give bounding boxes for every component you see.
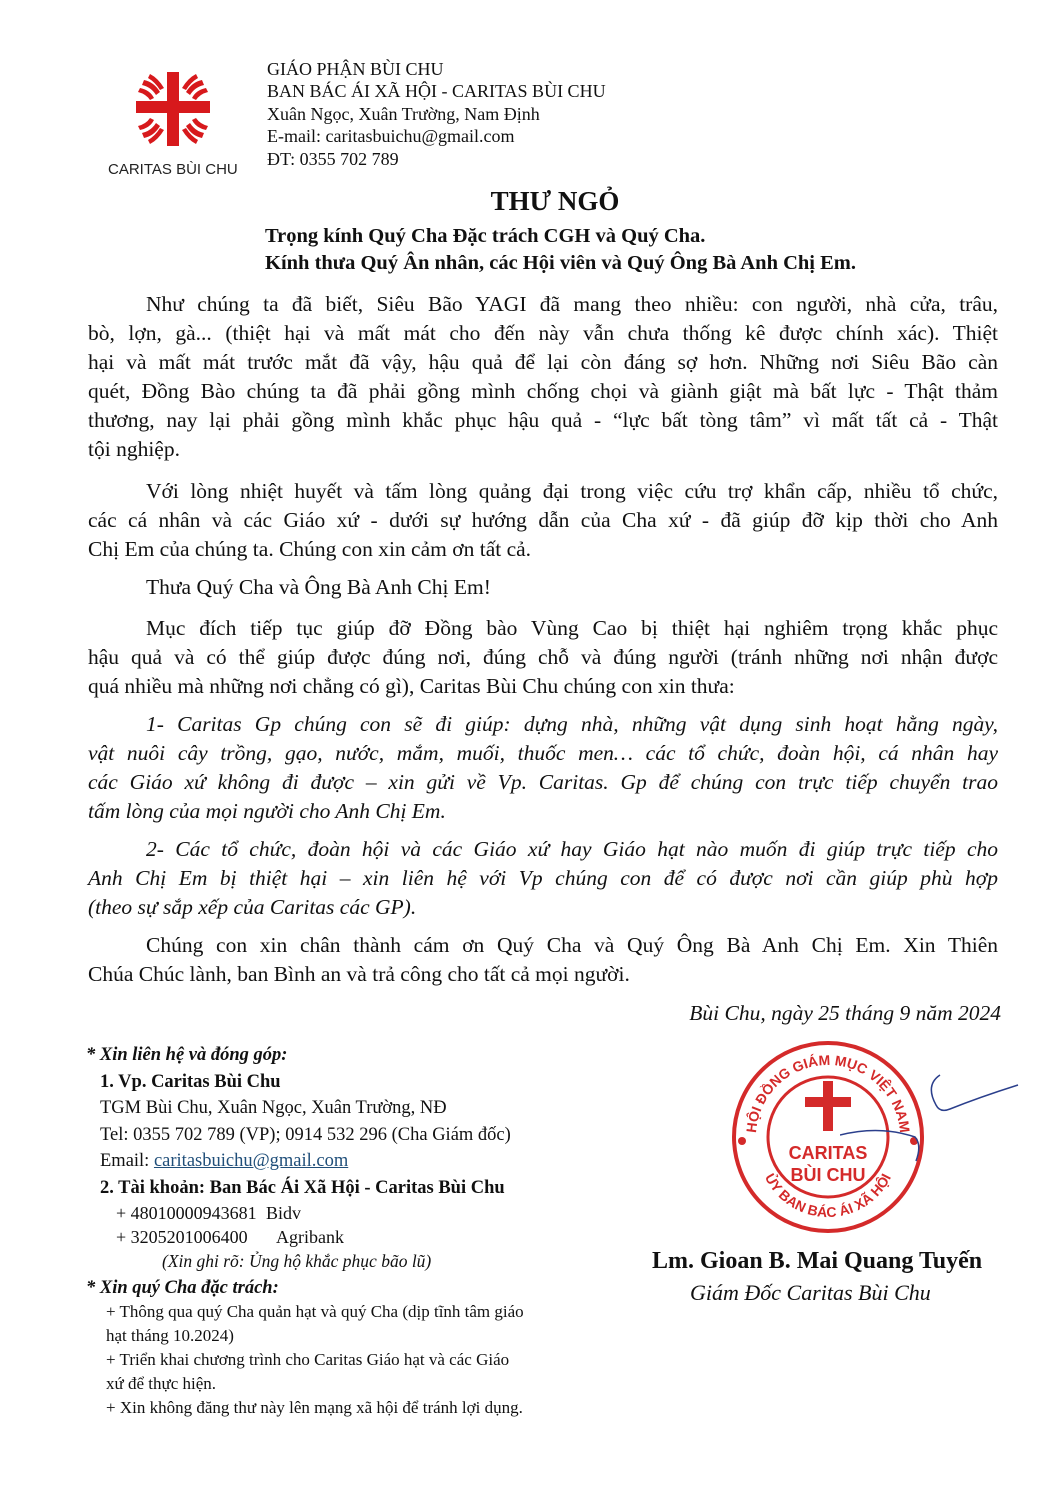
office-heading: 1. Vp. Caritas Bùi Chu — [100, 1071, 281, 1092]
contact-heading: * Xin liên hệ và đóng góp: — [86, 1045, 288, 1065]
seal-star-icon — [738, 1137, 746, 1145]
seal-bottom-text: ỦY BAN BÁC ÁI XÃ HỘI — [761, 1170, 895, 1221]
p1-line: thương, nay lại phải gồng mình khắc phục hậu quả - “lực bất tòng tâm” vì mất tất cả - Thật — [88, 408, 998, 432]
contact-section — [86, 1042, 511, 1273]
p3-line: Thưa Quý Cha và Ông Bà Anh Chị Em! — [146, 575, 491, 599]
p2-line: các cá nhân và các Giáo xứ - dưới sự hướng dẫn của Cha xứ - đã giúp đỡ kịp thời cho Anh — [88, 508, 998, 532]
p1-line: bò, lợn, gà... (thiệt hại và mất mát cho đến này vẫn chưa thống kê được chính xác). Thiệt — [88, 321, 998, 345]
item2-line: Anh Chị Em bị thiệt hại – xin liên hệ với Vp chúng con để có được nơi cần giúp phù hợp — [88, 866, 998, 890]
fathers-item: + Thông qua quý Cha quản hạt và quý Cha (dịp tĩnh tâm giáo — [106, 1302, 524, 1321]
office-email — [86, 1148, 511, 1175]
account-heading: 2. Tài khoản: Ban Bác Ái Xã Hội - Caritas Bùi Chu — [100, 1177, 505, 1198]
bank-name: Bidv — [266, 1203, 302, 1223]
item1-line: 1- Caritas Gp chúng con sẽ đi giúp: dựng nhà, những vật dụng sinh hoạt hằng ngày, — [146, 712, 998, 736]
signatory-title: Giám Đốc Caritas Bùi Chu — [690, 1280, 931, 1305]
email-line: E-mail: caritasbuichu@gmail.com — [267, 126, 515, 146]
caritas-logo-icon — [136, 72, 210, 146]
item-2 — [88, 835, 998, 922]
paragraph-3 — [88, 573, 998, 602]
phone-line: ĐT: 0355 702 789 — [267, 149, 399, 169]
seal-center-line-2: BÙI CHU — [790, 1165, 866, 1185]
account-row — [86, 1201, 511, 1225]
item1-line: các Giáo xứ không đi được – xin gửi về Vp. Caritas. Gp để chúng con trực tiếp chuyển trao — [88, 770, 998, 794]
diocese-name: GIÁO PHẬN BÙI CHU — [267, 59, 444, 79]
signatory-name: Lm. Gioan B. Mai Quang Tuyến — [652, 1248, 983, 1274]
item1-line: vật nuôi cây trồng, gạo, nước, mắm, muối, thuốc men… các tổ chức, đoàn hội, cá nhân hay — [88, 741, 998, 765]
fathers-item: + Triển khai chương trình cho Caritas Giáo hạt và các Giáo — [106, 1350, 510, 1369]
salutation-line-2: Kính thưa Quý Ân nhân, các Hội viên và Quý Ông Bà Anh Chị Em. — [265, 252, 857, 274]
email-link[interactable]: caritasbuichu@gmail.com — [153, 1151, 349, 1171]
salutation-line-1: Trọng kính Quý Cha Đặc trách CGH và Quý Cha. — [265, 225, 706, 247]
bank-name: Agribank — [276, 1227, 344, 1247]
paragraph-4 — [88, 614, 998, 701]
date-line: Bùi Chu, ngày 25 tháng 9 năm 2024 — [689, 1001, 1001, 1025]
office-tel: Tel: 0355 702 789 (VP); 0914 532 296 (Cha Giám đốc) — [100, 1124, 511, 1145]
fathers-item: xứ để thực hiện. — [106, 1374, 217, 1393]
paragraph-5 — [88, 931, 998, 989]
address-line: Xuân Ngọc, Xuân Trường, Nam Định — [267, 104, 540, 124]
p4-line: quá nhiều mà những nơi chẳng có gì), Caritas Bùi Chu chúng con xin thưa: — [88, 674, 735, 698]
account-row — [86, 1225, 511, 1249]
transfer-note: (Xin ghi rõ: Ủng hộ khắc phục bão lũ) — [162, 1251, 432, 1271]
p5-line: Chúng con xin chân thành cám ơn Quý Cha và Quý Ông Bà Anh Chị Em. Xin Thiên — [146, 933, 998, 957]
signature-scribble — [840, 1065, 1020, 1165]
logo-caption: CARITAS BÙI CHU — [108, 161, 238, 178]
account-number: + 48010000943681 — [116, 1203, 257, 1223]
office-address: TGM Bùi Chu, Xuân Ngọc, Xuân Trường, NĐ — [100, 1098, 447, 1118]
fathers-item: + Xin không đăng thư này lên mạng xã hội để tránh lợi dụng. — [106, 1398, 523, 1417]
item-1 — [88, 710, 998, 826]
seal-center-line-1: CARITAS — [788, 1143, 868, 1163]
seal-top-text: HỘI ĐỒNG GIÁM MỤC VIỆT NAM — [743, 1051, 914, 1134]
p4-line: hậu quả và có thể giúp được đúng nơi, đúng chỗ và đúng người (tránh những nơi nhận được — [88, 645, 998, 669]
fathers-section — [86, 1276, 524, 1420]
fathers-heading: * Xin quý Cha đặc trách: — [86, 1278, 279, 1298]
fathers-item: hạt tháng 10.2024) — [106, 1326, 234, 1345]
organization-name: BAN BÁC ÁI XÃ HỘI - CARITAS BÙI CHU — [267, 81, 606, 101]
p2-line: Với lòng nhiệt huyết và tấm lòng quảng đại trong việc cứu trợ khẩn cấp, nhiều tổ chức, — [146, 479, 998, 503]
letter-title: THƯ NGỎ — [490, 186, 620, 216]
p2-line: Chị Em của chúng ta. Chúng con xin cảm ơn tất cả. — [88, 537, 532, 561]
paragraph-2 — [88, 477, 998, 564]
p1-line: Như chúng ta đã biết, Siêu Bão YAGI đã mang theo nhiều: con người, nhà cửa, trâu, — [146, 292, 998, 316]
item2-line: 2- Các tổ chức, đoàn hội và các Giáo xứ hay Giáo hạt nào muốn đi giúp trực tiếp cho — [146, 837, 998, 861]
p4-line: Mục đích tiếp tục giúp đỡ Đồng bào Vùng Cao bị thiệt hại nghiêm trọng khắc phục — [146, 616, 998, 640]
p1-line: tội nghiệp. — [88, 437, 180, 461]
account-number: + 3205201006400 — [116, 1227, 248, 1247]
p5-line: Chúa Chúc lành, ban Bình an và trả công cho tất cả mọi người. — [88, 962, 630, 986]
item2-line: (theo sự sắp xếp của Caritas các GP). — [88, 895, 417, 919]
item1-line: tấm lòng của mọi người cho Anh Chị Em. — [88, 799, 446, 823]
p1-line: quét, Đồng Bào chúng ta đã phải gồng mình chống chọi và giành giật mà bất lực - Thật thảm — [88, 379, 998, 403]
p1-line: hại và mất mát trước mắt đã vậy, hậu quả để lại còn đáng sợ hơn. Những nơi Siêu Bão càn — [88, 350, 998, 374]
paragraph-1 — [88, 290, 998, 464]
email-label: Email: — [100, 1151, 154, 1171]
